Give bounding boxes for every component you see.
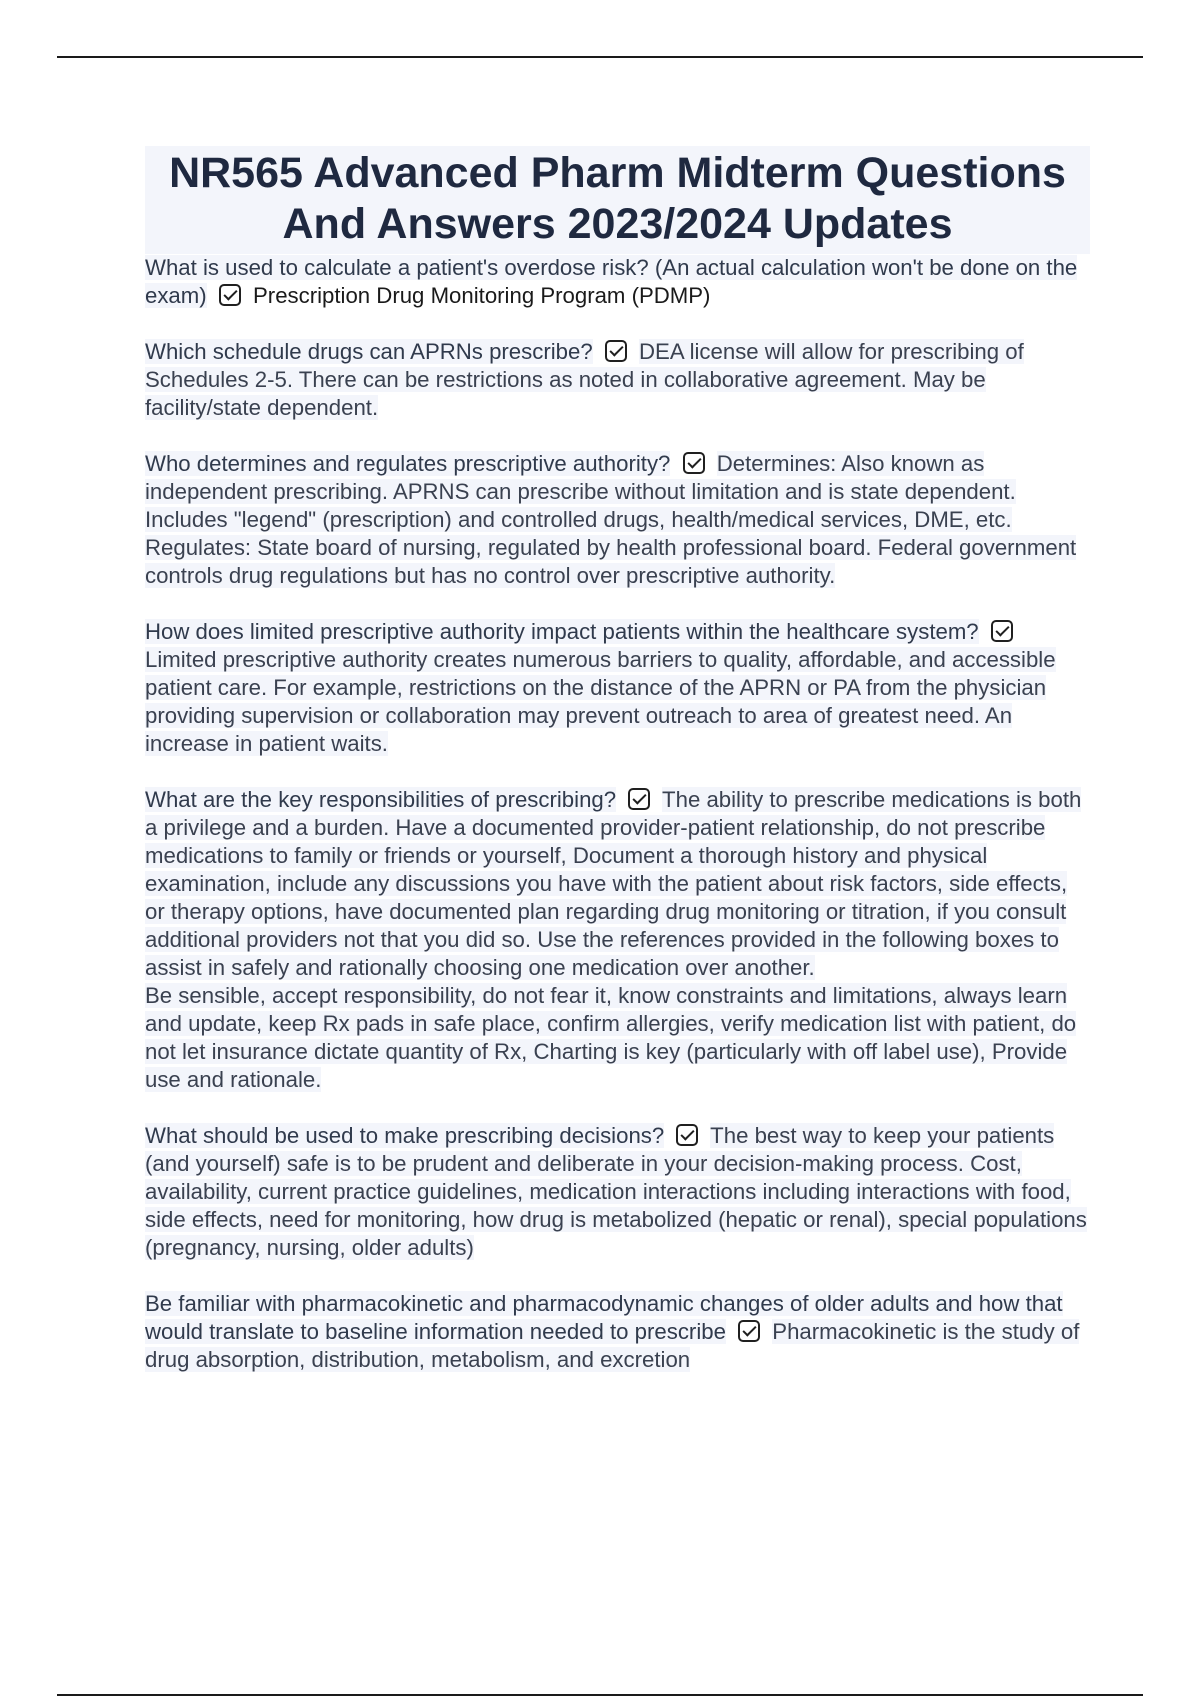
top-rule (57, 56, 1143, 58)
qa-item (145, 450, 1090, 590)
answer-text: The ability to prescribe medications is both a privilege and a burden. Have a documented provider-patient relationship, do not prescribe medications to family or friends or yourself, Document a thorough history and physical examination, include any discussions you have with the patient about risk factors, side effects, or therapy options, have documented plan regarding drug monitoring or titration, if you consult additional providers not that you did so. Use the references provided in the following boxes to assist in safely and rationally choosing one medication over another. (145, 787, 1082, 980)
question-text: Which schedule drugs can APRNs prescribe? (145, 339, 593, 364)
question-text: How does limited prescriptive authority impact patients within the healthcare system? (145, 619, 979, 644)
answer-text: Prescription Drug Monitoring Program (PDMP) (253, 283, 711, 308)
qa-item (145, 618, 1090, 758)
answer-extra-text: Regulates: State board of nursing, regulated by health professional board. Federal government controls drug regulations but has no control over prescriptive authority. (145, 535, 1077, 588)
answer-text: The best way to keep your patients (and yourself) safe is to be prudent and deliberate in your decision-making process. Cost, availability, current practice guidelines, medication interactions including interactions with food, side effects, need for monitoring, how drug is metabolized (hepatic or renal), special populations (pregnancy, nursing, older adults) (145, 1123, 1087, 1260)
question-text: What is used to calculate a patient's overdose risk? (An actual calculation won't be done on the exam) (145, 255, 1078, 308)
answer-extra-text: Be sensible, accept responsibility, do not fear it, know constraints and limitations, always learn and update, keep Rx pads in safe place, confirm allergies, verify medication list with patient, do not let insurance dictate quantity of Rx, Charting is key (particularly with off label use), Provide use and rationale. (145, 983, 1077, 1092)
checkbox-check-icon (605, 340, 627, 362)
checkbox-check-icon (683, 452, 705, 474)
answer-text: Pharmacokinetic is the study of drug absorption, distribution, metabolism, and excretion (145, 1319, 1080, 1372)
answer-text: Limited prescriptive authority creates numerous barriers to quality, affordable, and accessible patient care. For example, restrictions on the distance of the APRN or PA from the physician providing supervision or collaboration may prevent outreach to area of greatest need. An increase in patient waits. (145, 647, 1056, 756)
checkbox-check-icon (219, 284, 241, 306)
checkbox-check-icon (738, 1320, 760, 1342)
question-text: What should be used to make prescribing decisions? (145, 1123, 665, 1148)
question-text: Who determines and regulates prescriptive authority? (145, 451, 671, 476)
qa-item (145, 1122, 1090, 1262)
answer-text: DEA license will allow for prescribing of Schedules 2-5. There can be restrictions as noted in collaborative agreement. May be facility/state dependent. (145, 339, 1024, 420)
checkbox-check-icon (676, 1124, 698, 1146)
document-body (145, 146, 1090, 1402)
qa-item (145, 786, 1090, 1094)
checkbox-check-icon (991, 620, 1013, 642)
question-text: What are the key responsibilities of prescribing? (145, 787, 617, 812)
answer-text: Determines: Also known as independent prescribing. APRNS can prescribe without limitation and is state dependent. Includes "legend" (prescription) and controlled drugs, health/medical services, DME, etc. (145, 451, 1016, 532)
page-title: NR565 Advanced Pharm Midterm Questions And Answers 2023/2024 Updates (145, 146, 1090, 254)
bottom-rule (57, 1694, 1143, 1696)
checkbox-check-icon (628, 788, 650, 810)
qa-item (145, 1290, 1090, 1374)
qa-item (145, 254, 1090, 310)
qa-item (145, 338, 1090, 422)
question-text: Be familiar with pharmacokinetic and pharmacodynamic changes of older adults and how that would translate to baseline information needed to prescribe (145, 1291, 1063, 1344)
